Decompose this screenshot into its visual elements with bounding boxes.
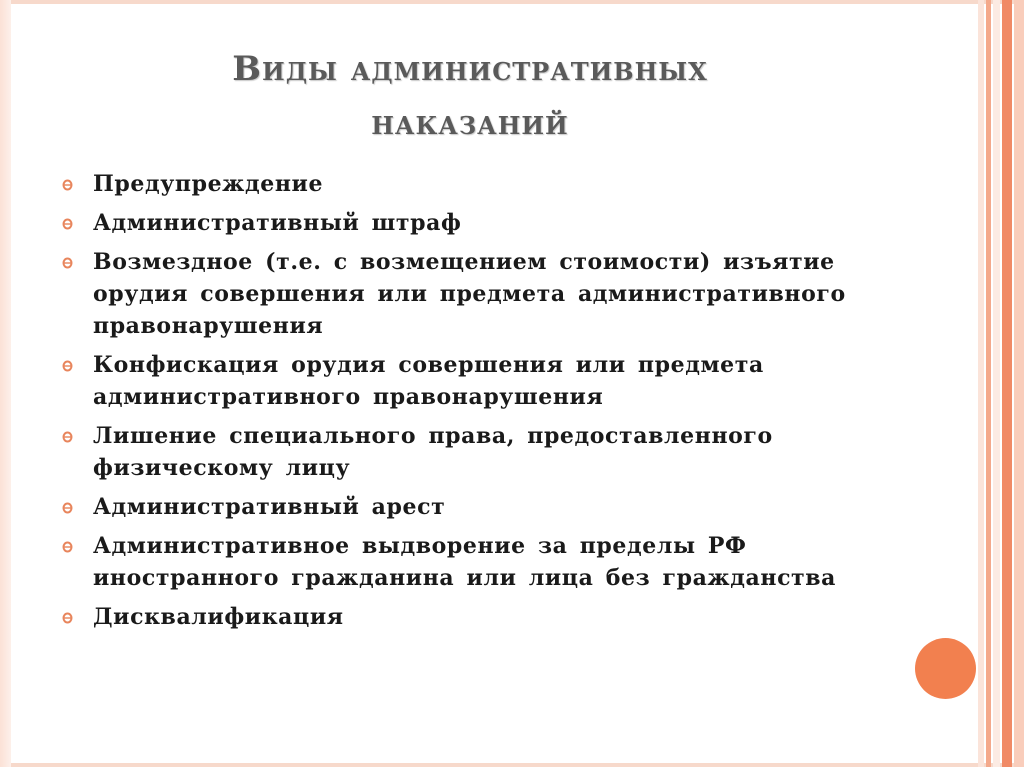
- circle-bullet-icon: [62, 360, 73, 372]
- list-item: [60, 207, 890, 239]
- list-item: [60, 601, 890, 633]
- frame-bottom-border: [0, 763, 1024, 767]
- slide-title-line-1: Виды административных: [232, 49, 708, 89]
- slide-title-line-2: наказаний: [371, 103, 569, 143]
- circle-bullet-icon: [62, 502, 73, 514]
- frame-top-border: [0, 0, 1024, 4]
- stripe: [1002, 0, 1012, 767]
- list-item: [60, 491, 890, 523]
- list-item-text: Предупреждение: [93, 171, 324, 197]
- circle-bullet-icon: [62, 257, 73, 269]
- circle-bullet-icon: [62, 218, 73, 230]
- list-item: [60, 420, 890, 484]
- stripe: [986, 0, 991, 767]
- list-item-text: Конфискация орудия совершения или предмета административного правонарушения: [93, 352, 764, 410]
- circle-bullet-icon: [62, 612, 73, 624]
- slide-title: [110, 42, 830, 150]
- list-item-text: Административный штраф: [93, 210, 462, 236]
- circle-bullet-icon: [62, 179, 73, 191]
- decorative-circle: [915, 638, 976, 699]
- punishment-list: [60, 168, 890, 640]
- stripe: [993, 0, 1000, 767]
- list-item: [60, 530, 890, 594]
- list-item: [60, 349, 890, 413]
- circle-bullet-icon: [62, 541, 73, 553]
- frame-left-border: [0, 0, 11, 767]
- list-item: [60, 246, 890, 342]
- stripe: [978, 0, 984, 767]
- list-item-text: Возмездное (т.е. с возмещением стоимости) изъятие орудия совершения или предмета административного правонарушения: [93, 249, 846, 339]
- circle-bullet-icon: [62, 431, 73, 443]
- list-item-text: Административное выдворение за пределы РФ иностранного гражданина или лица без гражданства: [93, 533, 837, 591]
- list-item-text: Административный арест: [93, 494, 446, 520]
- stripe: [1014, 0, 1024, 767]
- decorative-stripes: [978, 0, 1024, 767]
- list-item-text: Дисквалификация: [93, 604, 344, 630]
- list-item-text: Лишение специального права, предоставленного физическому лицу: [93, 423, 773, 481]
- list-item: [60, 168, 890, 200]
